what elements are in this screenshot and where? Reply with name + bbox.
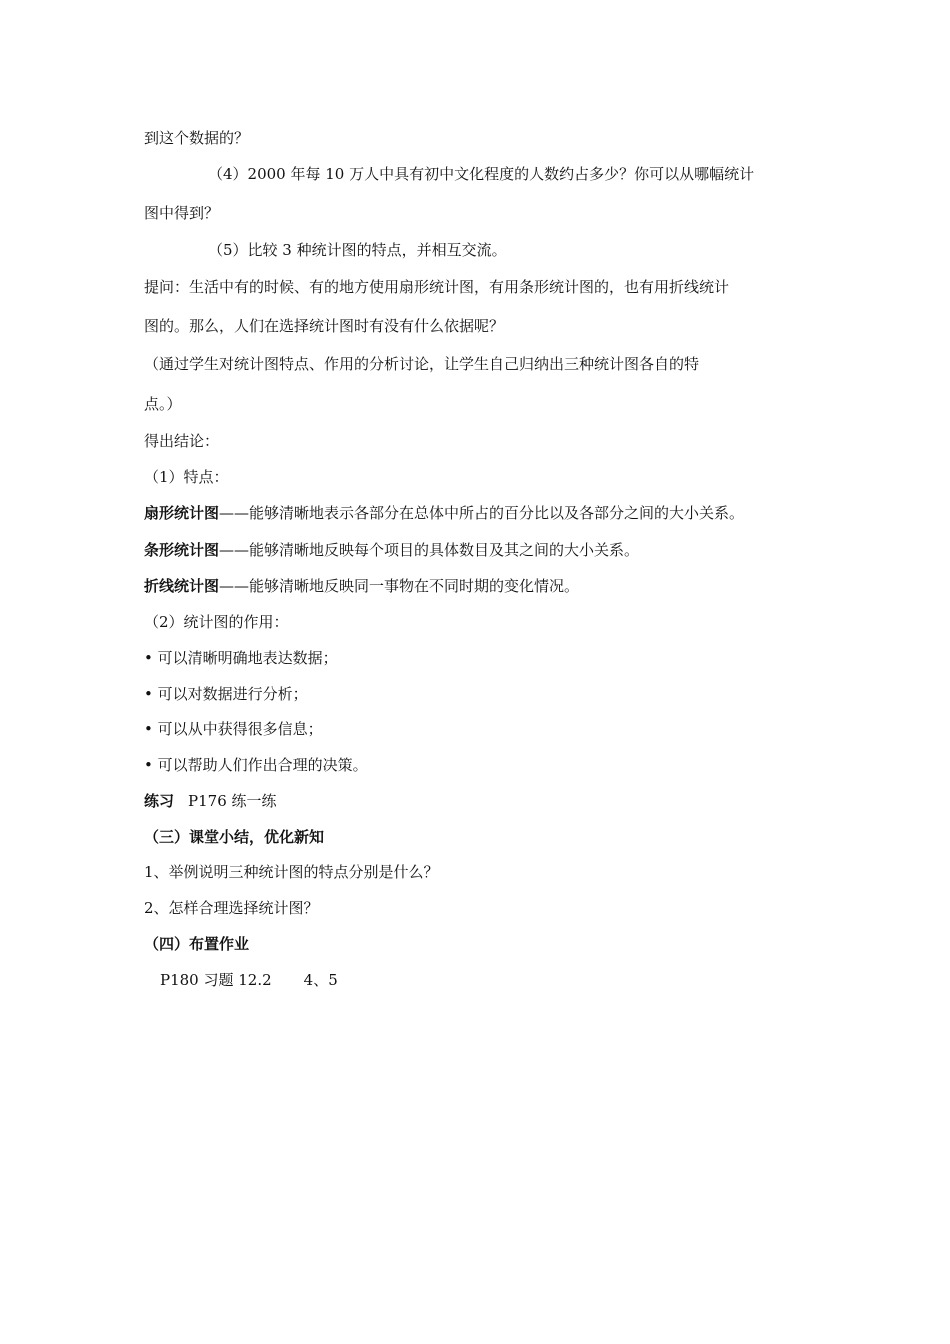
homework-heading: （四）布置作业 [144, 935, 250, 953]
use-item: • 可以从中获得很多信息； [144, 720, 323, 738]
practice-line [144, 791, 277, 811]
pie-chart-feature [144, 503, 744, 523]
line-chart-feature [144, 576, 579, 596]
line-chart-term: 折线统计图 [144, 577, 220, 595]
line-chart-description: ——能够清晰地反映同一事物在不同时期的变化情况。 [219, 577, 580, 595]
question-4-line-2: 图中得到？ [144, 204, 220, 222]
features-heading: （1）特点： [144, 468, 229, 486]
conclusion-heading: 得出结论： [144, 432, 220, 450]
bar-chart-feature [144, 540, 639, 560]
pie-chart-description: ——能够清晰地表示各部分在总体中所占的百分比以及各部分之间的大小关系。 [219, 504, 745, 522]
use-item: • 可以清晰明确地表达数据； [144, 649, 338, 667]
summary-question-2: 2、怎样合理选择统计图？ [144, 899, 319, 917]
question-3-tail: 到这个数据的？ [144, 129, 250, 147]
teaching-note-line-2: 点。） [144, 395, 182, 413]
use-item: • 可以对数据进行分析； [144, 685, 308, 703]
bar-chart-term: 条形统计图 [144, 541, 220, 559]
bar-chart-description: ——能够清晰地反映每个项目的具体数目及其之间的大小关系。 [219, 541, 640, 559]
prompt-line-1: 提问：生活中有的时候、有的地方使用扇形统计图，有用条形统计图的，也有用折线统计 [144, 278, 730, 296]
teaching-note-line-1: （通过学生对统计图特点、作用的分析讨论，让学生自己归纳出三种统计图各自的特 [144, 355, 700, 373]
summary-heading: （三）课堂小结，优化新知 [144, 828, 325, 846]
summary-question-1: 1、举例说明三种统计图的特点分别是什么？ [144, 863, 439, 881]
uses-heading: （2）统计图的作用： [144, 613, 289, 631]
homework-reference: P180 习题 12.2 [160, 971, 272, 989]
question-5: （5）比较 3 种统计图的特点，并相互交流。 [208, 241, 507, 259]
use-item: • 可以帮助人们作出合理的决策。 [144, 756, 368, 774]
pie-chart-term: 扇形统计图 [144, 504, 220, 522]
question-4-line-1: （4）2000 年每 10 万人中具有初中文化程度的人数约占多少？你可以从哪幅统计 [208, 165, 755, 183]
practice-reference: P176 练一练 [188, 792, 277, 810]
homework-items: 4、5 [303, 971, 338, 989]
prompt-line-2: 图的。那么，人们在选择统计图时有没有什么依据呢？ [144, 317, 505, 335]
practice-label: 练习 [144, 792, 175, 810]
homework-line [160, 970, 338, 990]
